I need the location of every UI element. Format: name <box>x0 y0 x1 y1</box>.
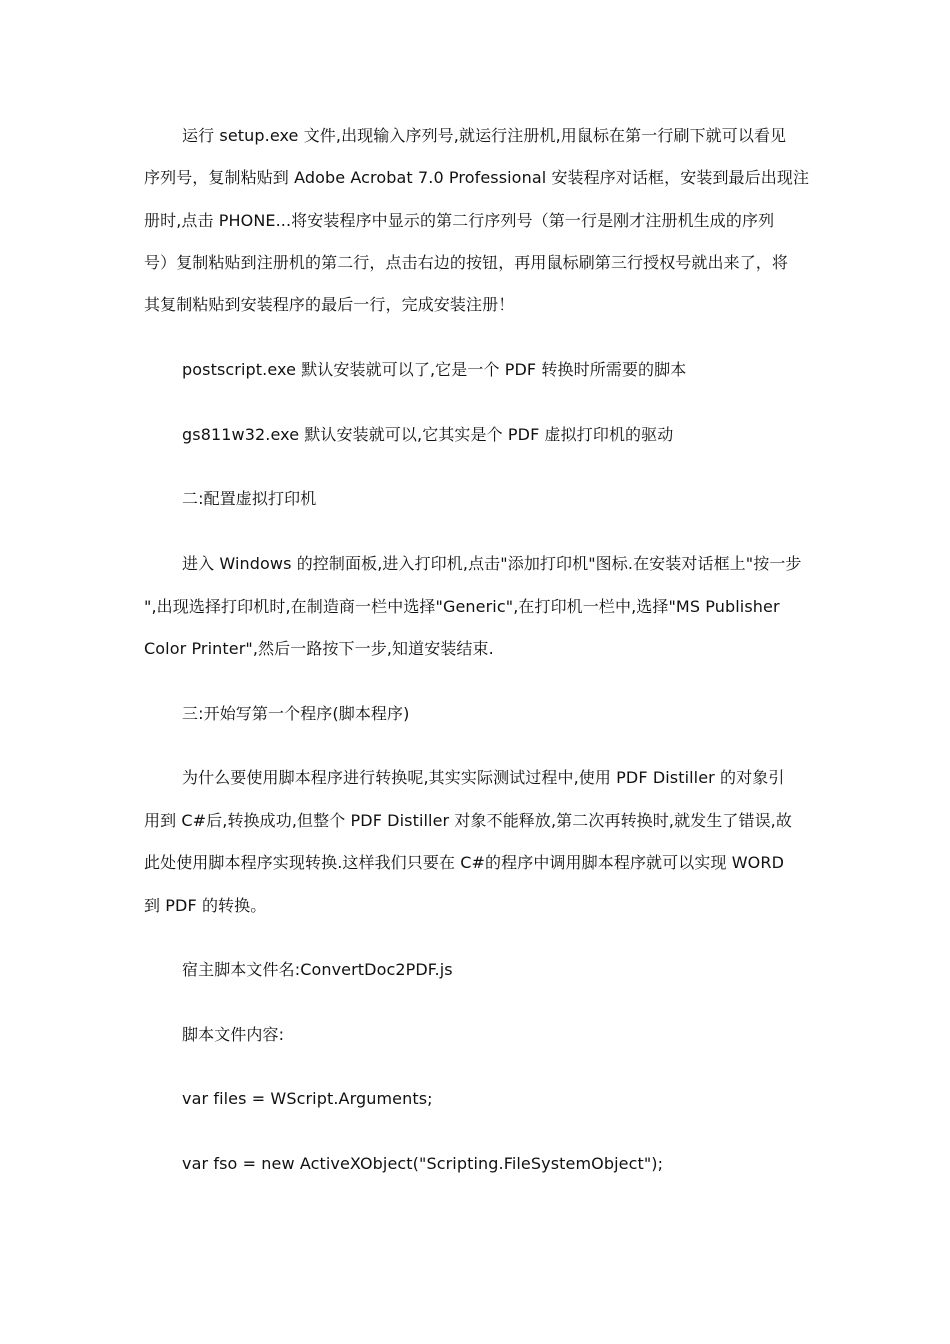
paragraph-line: postscript.exe 默认安装就可以了,它是一个 PDF 转换时所需要的脚本 <box>182 360 687 379</box>
paragraph-line: 为什么要使用脚本程序进行转换呢,其实实际测试过程中,使用 PDF Distiller 的对象引 <box>182 768 785 787</box>
paragraph-line: 册时,点击 PHONE...将安装程序中显示的第二行序列号（第一行是刚才注册机生成的序列 <box>144 211 775 230</box>
paragraph-line: Color Printer",然后一路按下一步,知道安装结束. <box>144 639 494 658</box>
paragraph-line: gs811w32.exe 默认安装就可以,它其实是个 PDF 虚拟打印机的驱动 <box>182 425 674 444</box>
paragraph-line: 其复制粘贴到安装程序的最后一行，完成安装注册！ <box>144 295 515 314</box>
paragraph-line: 宿主脚本文件名:ConvertDoc2PDF.js <box>182 960 453 979</box>
code-line: var files = WScript.Arguments; <box>182 1089 433 1108</box>
paragraph-line: 序列号，复制粘贴到 Adobe Acrobat 7.0 Professional 安装程序对话框，安装到最后出现注 <box>144 168 810 187</box>
paragraph-line: 用到 C#后,转换成功,但整个 PDF Distiller 对象不能释放,第二次再转换时,就发生了错误,故 <box>144 811 792 830</box>
section-heading: 二:配置虚拟打印机 <box>182 489 317 508</box>
section-heading: 三:开始写第一个程序(脚本程序) <box>182 704 410 723</box>
paragraph-line: 到 PDF 的转换。 <box>144 896 267 915</box>
paragraph-line: 此处使用脚本程序实现转换.这样我们只要在 C#的程序中调用脚本程序就可以实现 WORD <box>144 853 784 872</box>
paragraph-line: 号）复制粘贴到注册机的第二行，点击右边的按钮，再用鼠标刷第三行授权号就出来了，将 <box>144 253 789 272</box>
paragraph-line: 脚本文件内容: <box>182 1025 285 1044</box>
paragraph-line: 运行 setup.exe 文件,出现输入序列号,就运行注册机,用鼠标在第一行刷下就可以看见 <box>182 126 787 145</box>
paragraph-line: ",出现选择打印机时,在制造商一栏中选择"Generic",在打印机一栏中,选择"MS Publisher <box>144 597 780 616</box>
code-line: var fso = new ActiveXObject("Scripting.FileSystemObject"); <box>182 1154 664 1173</box>
paragraph-line: 进入 Windows 的控制面板,进入打印机,点击"添加打印机"图标.在安装对话框上"按一步 <box>182 554 802 573</box>
